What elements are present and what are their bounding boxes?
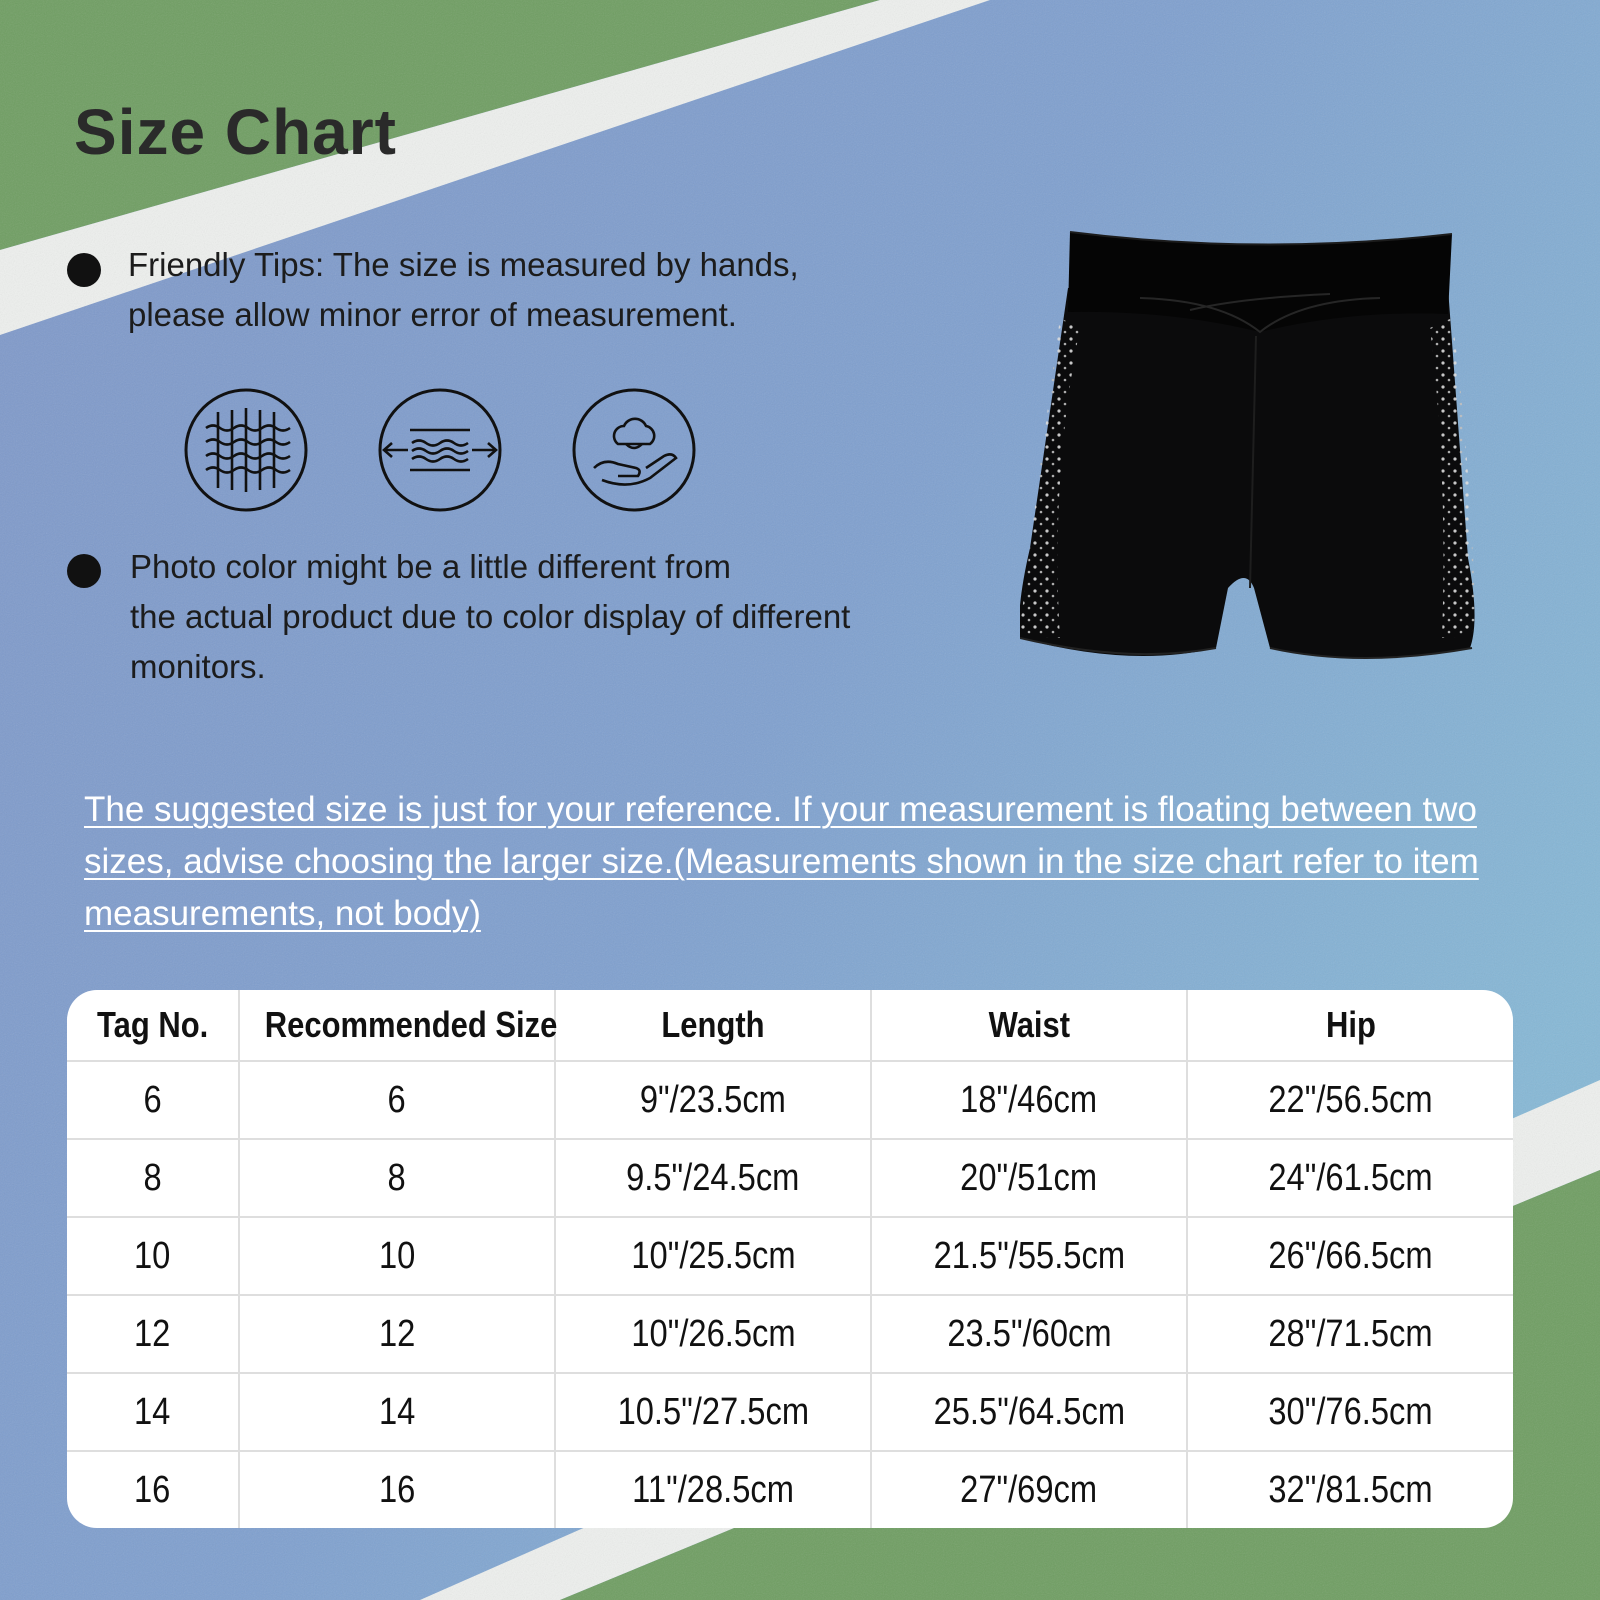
- table-cell: 14: [67, 1373, 239, 1451]
- tip-line: monitors.: [130, 648, 266, 685]
- tip-line: Photo color might be a little different from: [130, 548, 732, 585]
- stretch-arrows-icon: [378, 388, 502, 512]
- black-shorts-image: [1020, 228, 1510, 674]
- bullet-dot: [67, 554, 101, 588]
- table-row: [67, 1061, 1513, 1139]
- table-cell: 10: [239, 1217, 555, 1295]
- header-length: Length: [555, 990, 871, 1061]
- table-row: [67, 1373, 1513, 1451]
- table-cell: 6: [67, 1061, 239, 1139]
- page-title: Size Chart: [74, 96, 397, 168]
- table-cell: 12: [67, 1295, 239, 1373]
- table-cell: 9"/23.5cm: [555, 1061, 871, 1139]
- table-cell: 24"/61.5cm: [1187, 1139, 1513, 1217]
- table-cell: 21.5"/55.5cm: [871, 1217, 1187, 1295]
- table-cell: 26"/66.5cm: [1187, 1217, 1513, 1295]
- tip-line: Friendly Tips: The size is measured by hands,: [128, 246, 799, 283]
- header-tag-no: Tag No.: [67, 990, 239, 1061]
- table-cell: 6: [239, 1061, 555, 1139]
- table-cell: 9.5"/24.5cm: [555, 1139, 871, 1217]
- tip-line: the actual product due to color display of different: [130, 598, 851, 635]
- table-cell: 12: [239, 1295, 555, 1373]
- friendly-tip: [128, 240, 799, 340]
- header-recommended-size: Recommended Size: [239, 990, 555, 1061]
- size-table: [67, 990, 1513, 1528]
- table-cell: 27"/69cm: [871, 1451, 1187, 1528]
- size-table-panel: [67, 990, 1513, 1528]
- table-cell: 18"/46cm: [871, 1061, 1187, 1139]
- table-cell: 10: [67, 1217, 239, 1295]
- table-row: [67, 1139, 1513, 1217]
- table-row: [67, 1217, 1513, 1295]
- table-header-row: [67, 990, 1513, 1061]
- table-cell: 23.5"/60cm: [871, 1295, 1187, 1373]
- table-cell: 16: [239, 1451, 555, 1528]
- table-cell: 20"/51cm: [871, 1139, 1187, 1217]
- table-cell: 8: [239, 1139, 555, 1217]
- table-row: [67, 1451, 1513, 1528]
- soft-cotton-hand-icon: [572, 388, 696, 512]
- table-cell: 14: [239, 1373, 555, 1451]
- table-row: [67, 1295, 1513, 1373]
- table-cell: 10"/26.5cm: [555, 1295, 871, 1373]
- bullet-dot: [67, 253, 101, 287]
- tip-line: please allow minor error of measurement.: [128, 296, 737, 333]
- table-cell: 22"/56.5cm: [1187, 1061, 1513, 1139]
- header-hip: Hip: [1187, 990, 1513, 1061]
- header-waist: Waist: [871, 990, 1187, 1061]
- table-cell: 11"/28.5cm: [555, 1451, 871, 1528]
- size-reference-note: The suggested size is just for your reference. If your measurement is floating between two sizes, advise choosing the larger size.(Measurements shown in the size chart refer to item measurements, not body): [84, 790, 1479, 933]
- table-cell: 10"/25.5cm: [555, 1217, 871, 1295]
- table-cell: 28"/71.5cm: [1187, 1295, 1513, 1373]
- table-cell: 30"/76.5cm: [1187, 1373, 1513, 1451]
- table-cell: 8: [67, 1139, 239, 1217]
- table-cell: 25.5"/64.5cm: [871, 1373, 1187, 1451]
- color-tip: [130, 542, 850, 692]
- table-cell: 10.5"/27.5cm: [555, 1373, 871, 1451]
- table-cell: 32"/81.5cm: [1187, 1451, 1513, 1528]
- fabric-weave-icon: [184, 388, 308, 512]
- table-cell: 16: [67, 1451, 239, 1528]
